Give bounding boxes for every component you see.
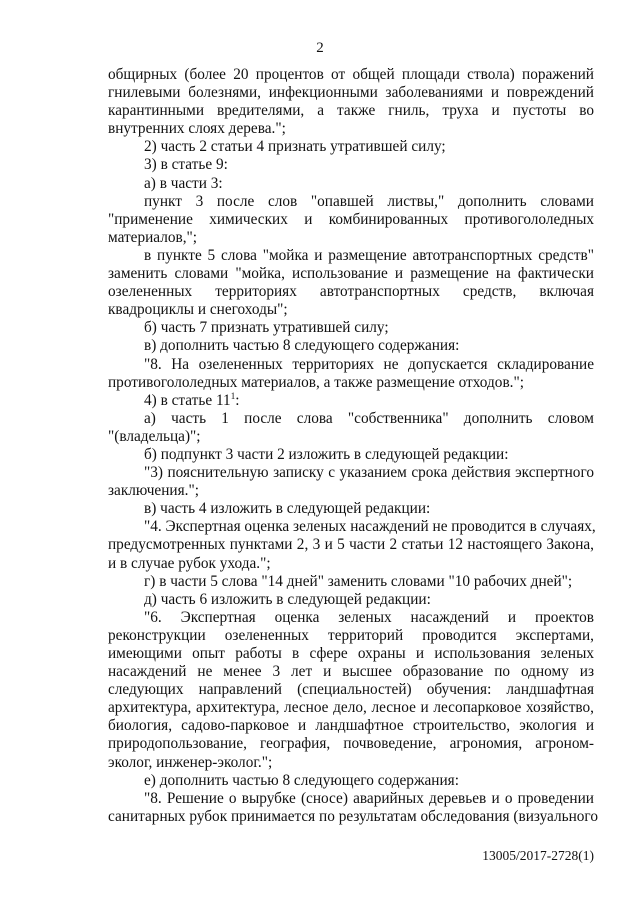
text-line-content: материалов,"; — [108, 228, 198, 246]
text-line — [108, 138, 594, 156]
text-line-content: "4. Экспертная оценка зеленых насаждений не проводится в случаях, — [144, 518, 596, 536]
text-line-content: "применение химических и комбинированных противогололедных — [108, 210, 594, 228]
text-line — [108, 464, 594, 482]
document-code: 13005/2017-2728(1) — [482, 848, 594, 863]
text-line-content: 3) в статье 9: — [144, 156, 228, 174]
text-line-content: предусмотренных пунктами 2, 3 и 5 части 2 статьи 12 настоящего Закона, — [108, 536, 594, 554]
text-line — [108, 66, 594, 84]
text-line — [108, 754, 594, 772]
text-line-content: г) в части 5 слова "14 дней" заменить словами "10 рабочих дней"; — [144, 572, 573, 590]
text-line-content: б) подпункт 3 части 2 изложить в следующей редакции: — [144, 445, 509, 463]
text-line-content: природопользование, география, почвоведение, агрономия, агроном- — [108, 735, 594, 753]
text-line — [108, 536, 594, 554]
page-number: 2 — [316, 40, 324, 56]
text-line-content: "(владельца)"; — [108, 427, 201, 445]
text-line-content: гнилевыми болезнями, инфекционными заболеваниями и повреждений — [108, 84, 594, 102]
text-line-content: озелененных территориях автотранспортных средств, включая — [108, 283, 594, 301]
text-line — [108, 555, 594, 573]
text-line-content: а) часть 1 после слова "собственника" дополнить словом — [144, 409, 594, 427]
text-line — [108, 301, 594, 319]
text-line-content: в пункте 5 слова "мойка и размещение автотранспортных средств" — [144, 246, 594, 264]
text-line-content: "8. Решение о вырубке (сносе) аварийных деревьев и о проведении — [144, 789, 594, 807]
text-line-content: имеющими опыт работы в сфере охраны и использования зеленых — [108, 645, 594, 662]
text-line — [108, 175, 594, 193]
text-line — [108, 500, 594, 518]
text-line-content: противогололедных материалов, а также размещение отходов."; — [108, 373, 524, 391]
text-line — [108, 283, 594, 301]
text-line — [108, 229, 594, 247]
text-line — [108, 609, 594, 627]
text-line-content: следующих направлений (специальностей) обучения: ландшафтная — [108, 681, 594, 699]
text-line-content: а) в части 3: — [144, 174, 223, 192]
text-line — [108, 518, 594, 536]
text-line-content: в) дополнить частью 8 следующего содержания: — [144, 337, 460, 355]
text-line-content: е) дополнить частью 8 следующего содержания: — [144, 771, 459, 789]
text-line-content: заключения."; — [108, 482, 199, 500]
text-line — [108, 717, 594, 735]
text-line-content: б) часть 7 признать утратившей силу; — [144, 319, 389, 337]
text-line — [108, 681, 594, 699]
text-line — [108, 193, 594, 211]
text-line-content: "8. На озелененных территориях не допускается складирование — [144, 355, 594, 373]
text-line-content: и в случае рубок ухода."; — [108, 554, 271, 572]
text-line — [108, 807, 598, 826]
text-line — [108, 392, 594, 410]
text-line — [108, 482, 594, 500]
text-line — [108, 772, 594, 790]
text-line — [108, 735, 594, 753]
text-line-content: "6. Экспертная оценка зеленых насаждений и проектов — [144, 608, 594, 626]
text-line-content: общирных (более 20 процентов от общей площади ствола) поражений — [108, 66, 594, 83]
text-line-suffix: : — [235, 391, 240, 409]
text-line — [108, 319, 594, 337]
text-line-content: карантинными вредителями, а также гниль, труха и пустоты во — [108, 102, 594, 120]
text-line-content: квадроциклы и снегоходы"; — [108, 301, 288, 319]
text-line — [108, 374, 594, 392]
superscript: 1 — [230, 390, 236, 401]
text-line — [108, 265, 594, 283]
text-line-content: 2) часть 2 статьи 4 признать утратившей силу; — [144, 138, 446, 156]
text-line — [108, 337, 594, 355]
text-line — [108, 120, 594, 138]
text-line — [108, 356, 594, 374]
text-line-content: в) часть 4 изложить в следующей редакции: — [144, 500, 431, 518]
text-line — [108, 663, 594, 681]
text-line-content: заменить словами "мойка, использование и размещение на фактически — [108, 265, 594, 283]
text-line — [108, 84, 594, 102]
text-line — [108, 573, 594, 591]
text-line-content: пункт 3 после слов "опавшей листвы," дополнить словами — [144, 192, 594, 210]
text-line-content: д) часть 6 изложить в следующей редакции: — [144, 590, 431, 608]
text-line — [108, 156, 594, 174]
text-line — [108, 591, 594, 609]
text-line — [108, 410, 594, 428]
text-line-content: внутренних слоях дерева."; — [108, 120, 286, 138]
text-line — [108, 102, 594, 120]
text-line-content: санитарных рубок принимается по результатам обследования (визуального — [108, 807, 598, 825]
text-line-content: "3) пояснительную записку с указанием срока действия экспертного — [144, 464, 594, 482]
text-line — [108, 627, 594, 645]
text-line-content: реконструкции озелененных территорий проводится экспертами, — [108, 626, 594, 644]
text-line — [108, 790, 594, 808]
text-line — [108, 446, 594, 464]
text-line-content: насаждений не менее 3 лет и высшее образование по одному из — [108, 663, 594, 681]
text-line — [108, 247, 594, 265]
text-line — [108, 645, 594, 663]
document-body — [108, 66, 598, 826]
text-line — [108, 699, 594, 717]
text-line-content: 4) в статье 11 — [144, 391, 231, 409]
text-line-content: архитектура, архитектура, лесное дело, лесное и лесопарковое хозяйство, — [108, 699, 594, 717]
text-line — [108, 211, 594, 229]
text-line — [108, 428, 594, 446]
text-line-content: биология, садово-парковое и ландшафтное строительство, экология и — [108, 717, 594, 735]
text-line-content: эколог, инженер-эколог."; — [108, 753, 273, 771]
